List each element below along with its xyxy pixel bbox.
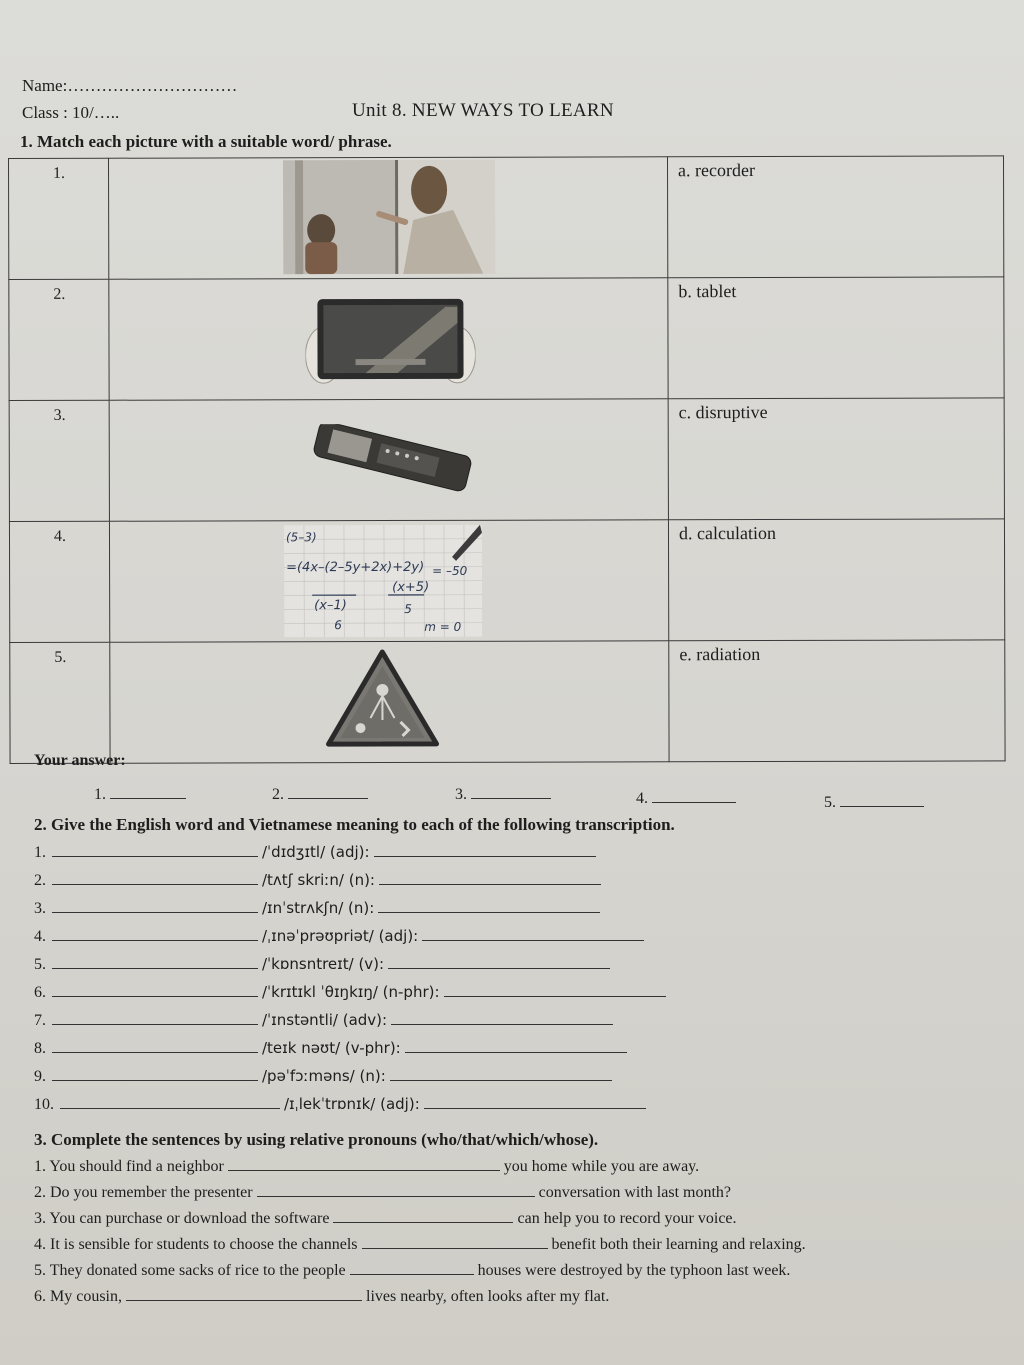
row-number: 4. (9, 521, 109, 642)
section-2-title: 2. Give the English word and Vietnamese meaning to each of the following transcription. (34, 815, 675, 834)
list-item (34, 1066, 612, 1086)
radiation-warning-icon (324, 648, 440, 748)
table-row (9, 519, 1004, 643)
word-option: a. recorder (667, 156, 1003, 278)
sentence-start: 3. You can purchase or download the software (34, 1210, 330, 1227)
sentence-item (34, 1208, 737, 1228)
sentence-start: 5. They donated some sacks of rice to the people (34, 1262, 346, 1279)
item-number: 10. (34, 1096, 54, 1113)
transcription: /ˈkrɪtɪkl ˈθɪŋkɪŋ/ (n-phr): (262, 983, 440, 1001)
picture-cell (109, 399, 668, 521)
item-number: 1. (34, 844, 46, 861)
picture-cell (110, 641, 669, 763)
transcription: /ɪnˈstrʌkʃn/ (n): (262, 899, 375, 917)
list-item (34, 926, 644, 946)
english-word-blank[interactable] (52, 870, 258, 885)
relative-pronoun-blank[interactable] (350, 1260, 474, 1275)
item-number: 6. (34, 984, 46, 1001)
sentence-start: 6. My cousin, (34, 1288, 122, 1305)
math-text: (5–3) (285, 530, 317, 545)
class-field-label: Class : 10/….. (22, 103, 120, 122)
matching-table (8, 155, 1006, 764)
sentence-item (34, 1260, 790, 1280)
transcription: /tʌtʃ skriːn/ (n): (262, 871, 375, 889)
meaning-blank[interactable] (378, 898, 600, 913)
transcription: /ˈɪnstəntli/ (adv): (262, 1011, 388, 1029)
your-answer-label: Your answer: (34, 752, 126, 769)
sentence-item (34, 1182, 731, 1202)
english-word-blank[interactable] (52, 982, 258, 997)
answer-number: 3. (455, 786, 467, 803)
relative-pronoun-blank[interactable] (333, 1208, 513, 1223)
word-option: e. radiation (669, 640, 1005, 762)
list-item (34, 1010, 613, 1030)
meaning-blank[interactable] (390, 1066, 612, 1081)
sentence-start: 1. You should find a neighbor (34, 1158, 224, 1175)
math-text: 5 (404, 601, 412, 616)
answer-slot (455, 784, 551, 804)
english-word-blank[interactable] (52, 954, 258, 969)
sentence-end: houses were destroyed by the typhoon last week. (477, 1262, 791, 1279)
picture-cell (109, 157, 668, 279)
relative-pronoun-blank[interactable] (228, 1156, 500, 1171)
meaning-blank[interactable] (405, 1038, 627, 1053)
answer-number: 1. (94, 786, 106, 803)
list-item (34, 982, 666, 1002)
word-option: b. tablet (668, 277, 1004, 399)
answer-number: 4. (636, 790, 648, 807)
math-text: (x–1) (314, 598, 347, 614)
answer-blank[interactable] (471, 784, 551, 799)
english-word-blank[interactable] (52, 898, 258, 913)
row-number: 5. (10, 642, 110, 763)
transcription: /ɪˌlekˈtrɒnɪk/ (adj): (284, 1095, 420, 1113)
meaning-blank[interactable] (444, 982, 666, 997)
row-number: 2. (9, 279, 109, 400)
answer-slot (272, 784, 368, 804)
math-text: m = 0 (424, 619, 462, 634)
math-text: =(4x–(2–5y+2x)+2y) (286, 559, 425, 576)
list-item (34, 898, 600, 918)
answer-blank[interactable] (652, 788, 736, 803)
sentence-item (34, 1156, 699, 1176)
list-item (34, 842, 596, 862)
answer-blank[interactable] (840, 792, 924, 807)
sentence-end: conversation with last month? (538, 1184, 731, 1201)
meaning-blank[interactable] (379, 870, 601, 885)
sentence-end: benefit both their learning and relaxing. (551, 1236, 806, 1253)
meaning-blank[interactable] (422, 926, 644, 941)
name-field-label: Name:………………………… (22, 76, 238, 95)
english-word-blank[interactable] (52, 1038, 258, 1053)
word-option: d. calculation (668, 519, 1004, 641)
english-word-blank[interactable] (52, 1010, 258, 1025)
list-item (34, 1094, 646, 1114)
answer-number: 5. (824, 794, 836, 811)
section-3-title: 3. Complete the sentences by using relative pronouns (who/that/which/whose). (34, 1130, 599, 1149)
english-word-blank[interactable] (52, 842, 258, 857)
english-word-blank[interactable] (52, 926, 258, 941)
answer-slot (94, 784, 186, 804)
relative-pronoun-blank[interactable] (126, 1286, 362, 1301)
transcription: /pəˈfɔːməns/ (n): (262, 1067, 386, 1085)
sentence-start: 2. Do you remember the presenter (34, 1184, 253, 1201)
item-number: 3. (34, 900, 46, 917)
item-number: 8. (34, 1040, 46, 1057)
answer-slot (636, 788, 736, 808)
sentence-start: 4. It is sensible for students to choose the channels (34, 1236, 358, 1253)
english-word-blank[interactable] (60, 1094, 280, 1109)
meaning-blank[interactable] (388, 954, 610, 969)
list-item (34, 954, 610, 974)
row-number: 1. (9, 158, 109, 279)
sentence-end: can help you to record your voice. (517, 1210, 737, 1227)
table-row (10, 640, 1005, 764)
item-number: 9. (34, 1068, 46, 1085)
sentence-item (34, 1286, 609, 1306)
list-item (34, 1038, 627, 1058)
picture-cell (109, 278, 668, 400)
transcription: /ˈkɒnsntreɪt/ (v): (262, 955, 385, 973)
table-row (9, 277, 1004, 401)
answer-slot (824, 792, 924, 812)
answer-blank[interactable] (110, 784, 186, 799)
item-number: 2. (34, 872, 46, 889)
picture-cell (109, 520, 668, 642)
relative-pronoun-blank[interactable] (362, 1234, 548, 1249)
item-number: 7. (34, 1012, 46, 1029)
relative-pronoun-blank[interactable] (257, 1182, 535, 1197)
math-text: (x+5) (392, 579, 430, 595)
math-equations-picture (284, 525, 482, 638)
parents-arguing-picture (283, 160, 495, 275)
row-number: 3. (9, 400, 109, 521)
sentence-end: lives nearby, often looks after my flat. (366, 1288, 610, 1305)
meaning-blank[interactable] (374, 842, 596, 857)
table-row (9, 156, 1004, 280)
item-number: 4. (34, 928, 46, 945)
answer-number: 2. (272, 786, 284, 803)
meaning-blank[interactable] (424, 1094, 646, 1109)
voice-recorder-picture (306, 424, 476, 494)
word-option: c. disruptive (668, 398, 1004, 520)
english-word-blank[interactable] (52, 1066, 258, 1081)
sentence-end: you home while you are away. (503, 1158, 700, 1175)
sentence-item (34, 1234, 806, 1254)
section-1-title: 1. Match each picture with a suitable word/ phrase. (20, 132, 392, 151)
unit-title: Unit 8. NEW WAYS TO LEARN (352, 100, 614, 121)
math-text: 6 (334, 618, 342, 633)
answer-blank[interactable] (288, 784, 368, 799)
tablet-picture (305, 293, 475, 393)
table-row (9, 398, 1004, 522)
list-item (34, 870, 601, 890)
transcription: /ˈdɪdʒɪtl/ (adj): (262, 843, 370, 861)
transcription: /ˌɪnəˈprəʊpriət/ (adj): (262, 927, 419, 945)
item-number: 5. (34, 956, 46, 973)
meaning-blank[interactable] (391, 1010, 613, 1025)
transcription: /teɪk nəʊt/ (v-phr): (262, 1039, 401, 1057)
math-text: = –50 (432, 563, 468, 578)
